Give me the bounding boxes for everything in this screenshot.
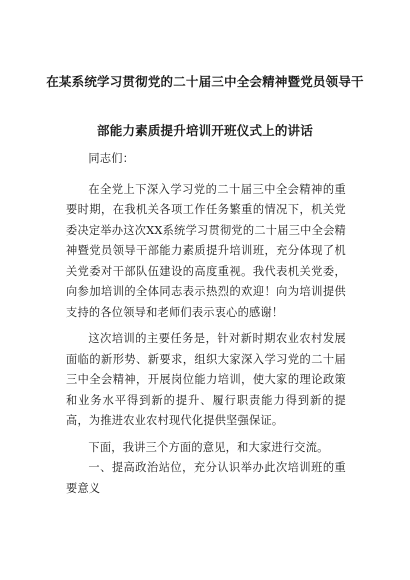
- speech-body: [66, 149, 346, 499]
- paragraph-opening: 在全党上下深入学习党的二十届三中全会精神的重要时期，在我机关各项工作任务繁重的情况下，机关党委决定举办这次XX系统学习贯彻党的二十届三中全会精神暨党员领导干部能力素质提升培训班，充分体现了机关党委对干部队伍建设的高度重视。我代表机关党委，向参加培训的全体同志表示热烈的欢迎！向为培训提供支持的各位领导和老师们表示衷心的感谢！: [66, 182, 346, 319]
- document-title-line-2: 部能力素质提升培训开班仪式上的讲话: [97, 123, 313, 138]
- document-title-line-1: 在某系统学习贯彻党的二十届三中全会精神暨党员领导干: [46, 74, 364, 89]
- section-heading-1: 一、提高政治站位，充分认识举办此次培训班的重要意义: [66, 461, 346, 495]
- paragraph-transition: 下面，我讲三个方面的意见，和大家进行交流。: [88, 440, 329, 454]
- paragraph-main-task: 这次培训的主要任务是，针对新时期农业农村发展面临的新形势、新要求，组织大家深入学习党的二十届三中全会精神，开展岗位能力培训，使大家的理论政策和业务水平得到新的提升、履行职责能力得到新的提高，为推进农业农村现代化提供坚强保证。: [66, 332, 346, 427]
- salutation: 同志们：: [88, 152, 135, 165]
